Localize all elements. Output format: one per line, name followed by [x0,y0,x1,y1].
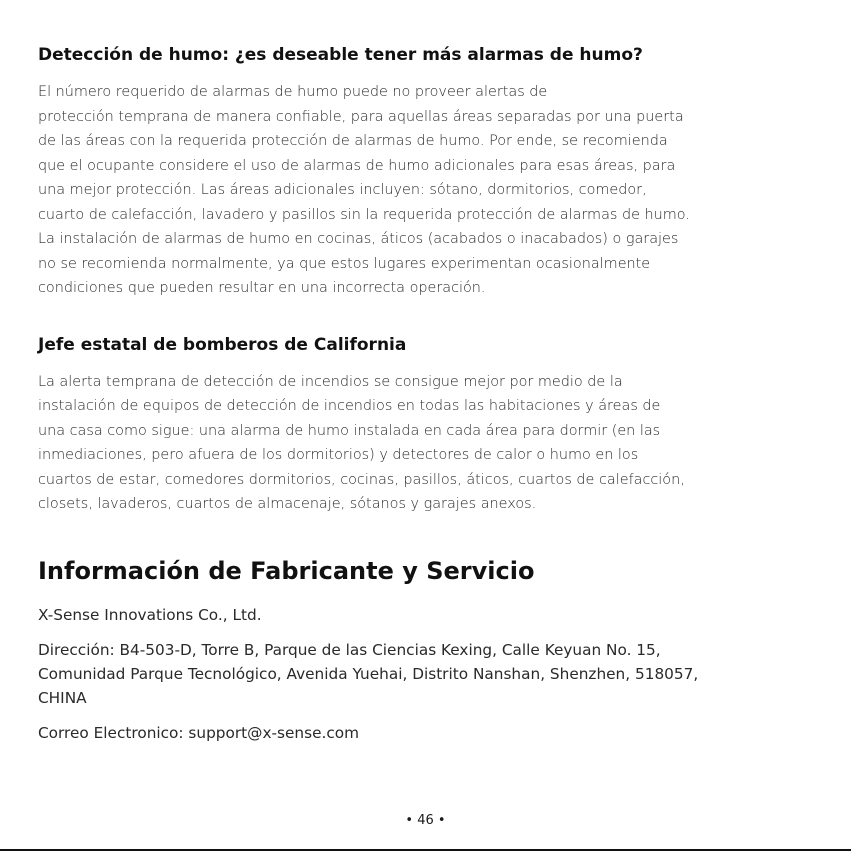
company-name: X-Sense Innovations Co., Ltd. [38,605,262,624]
paragraph-line: de las áreas con la requerida protección de alarmas de humo. Por ende, se recomienda [38,133,668,149]
company-email: Correo Electronico: support@x-sense.com [38,723,360,742]
address-line: Dirección: B4-503-D, Torre B, Parque de las Ciencias Kexing, Calle Keyuan No. 15, [38,640,661,659]
paragraph-line: una mejor protección. Las áreas adicionales incluyen: sótano, dormitorios, comedor, [38,182,647,198]
paragraph-line: La instalación de alarmas de humo en cocinas, áticos (acabados o inacabados) o garajes [38,231,679,247]
smoke-detection-paragraph [38,80,818,301]
paragraph-line: cuartos de estar, comedores dormitorios, cocinas, pasillos, áticos, cuartos de calefacción, [38,471,685,488]
address-line: Comunidad Parque Tecnológico, Avenida Yuehai, Distrito Nanshan, Shenzhen, 518057, [38,664,699,683]
paragraph-line: protección temprana de manera confiable, para aquellas áreas separadas por una puerta [38,108,684,125]
address-line: CHINA [38,688,87,707]
paragraph-line: closets, lavaderos, cuartos de almacenaje, sótanos y garajes anexos. [38,496,537,512]
paragraph-line: inmediaciones, pero afuera de los dormitorios) y detectores de calor o humo en los [38,447,639,463]
paragraph-line: El número requerido de alarmas de humo puede no proveer alertas de [38,84,548,100]
document-page [38,44,818,756]
paragraph-line: condiciones que pueden resultar en una incorrecta operación. [38,280,486,296]
page-number: • 46 • [405,813,446,828]
paragraph-line: una casa como sigue: una alarma de humo instalada en cada área para dormir (en las [38,422,661,439]
california-fire-marshal-paragraph [38,370,818,517]
paragraph-line: cuarto de calefacción, lavadero y pasillos sin la requerida protección de alarmas de humo. [38,206,690,223]
company-address [38,638,818,710]
smoke-detection-heading: Detección de humo: ¿es deseable tener más alarmas de humo? [38,45,643,65]
paragraph-line: La alerta temprana de detección de incendios se consigue mejor por medio de la [38,373,623,390]
manufacturer-service-heading: Información de Fabricante y Servicio [38,556,535,585]
paragraph-line: no se recomienda normalmente, ya que estos lugares experimentan ocasionalmente [38,255,651,272]
california-fire-marshal-heading: Jefe estatal de bomberos de California [38,334,407,355]
paragraph-line: que el ocupante considere el uso de alarmas de humo adicionales para esas áreas, para [38,157,676,174]
paragraph-line: instalación de equipos de detección de incendios en todas las habitaciones y áreas de [38,398,661,414]
